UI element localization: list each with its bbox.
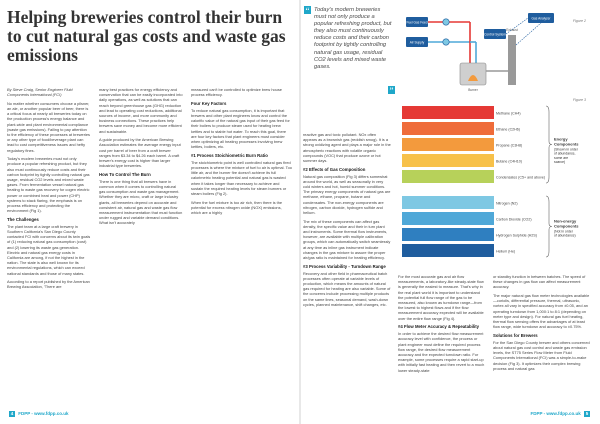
footer-right (530, 411, 592, 417)
figure-3-diagram (398, 98, 590, 268)
paragraph: Today's modern breweries must not only produce a popular refreshing product, but they also must continuously reduce costs and their carbon footprint by tightly controlling natural gas usage, residual CO2 levels and mixed waste gases. From fermentation vessel natural gas heating to waste gas recovery for cogen electric power or combined heat and power (CHP) systems to stack flaring, the emphasis is on process efficiency and protecting the environment (Fig 1). (7, 156, 90, 214)
component-label: Carbon Dioxide (CO2) (496, 217, 532, 222)
component-bar (402, 154, 494, 167)
energy-label: Components (554, 141, 579, 147)
paragraph: According to a report published by the American Brewing Association, 'There are (7, 279, 90, 290)
paragraph: reactive gas and toxic pollutant. NOx often appears as a brownish gas (reddish smog). It is a strong oxidizing agent and plays a major role in the atmospheric reactions with volatile organic compounds (VOC) that produce ozone or hot summer days. (303, 132, 391, 164)
article-column-6 (493, 274, 591, 374)
component-bar (402, 170, 494, 183)
burner-label: Burner (468, 88, 478, 92)
article-column-4 (303, 132, 391, 310)
non-energy-label: Components (554, 223, 579, 229)
page-gutter (299, 0, 301, 424)
paragraph: The plant team at a large craft brewery in Southern California's San Diego County contacted FCI with concerns about its twin goals of (1) reducing natural gas consumption (cost) and (2) lowering its waste gas generation. Electric and natural gas energy costs in California are among, if not the highest in the nation. The state is also well known for its environmental regulations, which can exceed national standards and those of many states. (7, 223, 91, 276)
energy-note: some are (554, 155, 569, 160)
paragraph: Natural gas composition (Fig 3) differs somewhat around the world, as well as seasonally in very cold winters and hot, humid summer conditions. The primary energy components of natural gas are methane, ethane, propane, butane and condensates. The non-energy components are nitrogen, carbon dioxide, hydrogen sulfide and helium. (303, 173, 391, 216)
component-label: Hydrogen Sulphide (H2S) (496, 233, 537, 238)
component-bar (402, 212, 494, 225)
component-bar (402, 244, 494, 257)
article-column-3 (191, 87, 292, 219)
section-heading: #2 Effects of Gas Composition (303, 166, 366, 172)
non-energy-brace (546, 196, 552, 257)
section-heading: Four Key Factors (191, 100, 227, 106)
component-bar (402, 196, 494, 209)
page-number: 5 (585, 411, 589, 416)
exhaust-stack-icon (508, 35, 516, 85)
paragraph: To reduce natural gas consumption, it is important that brewers and other plant engineers know and control the calorific value of the natural gas input of their gas feed for their boilers to produce steam used for heating brew kettles and to stable hot water. To reach this goal, there are four key factors that plant engineers must consider when optimizing all heating processes involving brew kettles, boilers, etc. (191, 107, 290, 150)
section-heading: The Challenges (7, 216, 39, 222)
component-label: Condensates (C5+ and above) (496, 175, 546, 180)
boiler-icon (460, 63, 486, 85)
paragraph: Recovery and other field in pharmaceutical batch processes often operate at variable levels of production, which means the amounts of natural gas required for heating are also variable. Some of the concerns include processing multiple products on the same lines, seasonal demand, wash-down cycles, planned maintenance, shift changes, etc. (303, 270, 391, 307)
section-heading: Solutions for Brewers (493, 332, 538, 338)
page-number: 4 (10, 411, 14, 416)
article-column-2 (99, 87, 183, 229)
paragraph: The mix of these components can affect gas density, the specific value and their in turn plant and instruments. Some thermal flow instruments, however, are available with multiple calibration groups, which can automatically switch seamlessly at any time as inline gas instrument indicate changes in the gas mixture to assure the proper air/gas ratio is maintained for heating efficiency. (303, 218, 391, 261)
paragraph: For the most accurate gas and air flow measurements, a laboratory-like steady-state flow is generally the easiest to measure. That's why in the real plant world it is important to understand the potential full flow range of the gas to be measured, also known as turndown range—from the lowest to highest flows and if the flow measurement accuracy expected will be available over the entire flow range (Fig 4). (398, 274, 484, 321)
article-column-1 (7, 87, 91, 293)
section-heading: How To Control The Burn (99, 171, 151, 177)
gas-analyzer-label: Gas Analyzer (531, 16, 551, 21)
footer-text: FDPP - www.fdpp.co.uk (530, 411, 581, 417)
flow-meter-icon (443, 19, 449, 25)
footer-text: FDPP - www.fdpp.co.uk (18, 411, 69, 417)
flow-meter-icon (443, 39, 449, 45)
open-quote-mark: “ (305, 6, 310, 16)
component-label: Methane (CH4) (496, 111, 521, 116)
paragraph: For the San Diego County brewer and others concerned about natural gas cost control and waste gas emission levels, the ST75 Series Flow Meter from Fluid Components International (FCI) was a simple-to-make decision (Fig 3). It optimizes their complex brewing process and natural gas (493, 339, 590, 371)
section-heading: #3 Process Variability - Turndown Range (303, 263, 386, 269)
section-heading: #4 Flow Meter Accuracy & Repeatability (398, 324, 480, 330)
article-title: Helping breweries control their burn to cut natural gas costs and waste gas emissions (7, 7, 286, 65)
control-system-label: Control System (484, 32, 506, 37)
figure-3-caption: Figure 3 (572, 98, 586, 102)
component-bar (402, 228, 494, 241)
pull-quote-text: Today's modern breweries must not only produce a popular refreshing product, but they also must continuously reduce costs and their carbon footprint by tightly controlling natural gas usage, residual CO2 levels and mixed waste gases. (314, 7, 392, 70)
section-heading: #1 Process Stoichiometric Burn Ratio (191, 152, 268, 158)
figure-2-caption: Figure 2 (572, 19, 586, 23)
component-label: Butane (C4H10) (496, 159, 522, 164)
non-energy-label: Non-energy (554, 218, 577, 224)
energy-label: Energy (554, 136, 568, 142)
paragraph: No matter whether consumers choose a pilsner, an ale, or another popular beer of beer, there is a critical focus at nearly all breweries today on the production process's energy balance and plant-wide and plant environmental compliance (waste gas emissions). Failing to pay attention to the efficiency of these processes at breweries or any other type of food/beverage plant can lead to cost competitiveness issues and hefty regulatory fines. (7, 100, 90, 153)
component-bar (402, 122, 494, 135)
component-label: Ethane (C2H6) (496, 127, 520, 132)
energy-note: of abundance, (554, 151, 576, 156)
article-column-5 (398, 274, 486, 376)
footer-left (7, 411, 69, 417)
paragraph: In order to achieve the desired flow measurement accuracy level with confidence, the process or plant engineer must define the required process flow range, the desired flow measurement accuracy and the expected turndown ratio. For example, some processes require a rapid start-up with initially fast heating and then revert to a much lower steady-state (398, 331, 485, 373)
component-bar (402, 106, 494, 119)
paragraph: When the fuel mixture is too air rich, then there is the potential for excess nitrogen oxide (NOX) emissions, which are a highly (191, 199, 283, 216)
fuel-gas-label: Fuel Gas Feed (406, 20, 428, 25)
component-label: Propane (C3H8) (496, 143, 523, 148)
paragraph: A guide produced by the American Brewing Association estimates the average energy input cost per barrel of beer from a craft brewer ranges from $3.34 to $4.26 each barrel. A craft brewer's energy cost is higher than larger industrial type breweries. (99, 137, 181, 169)
exhaust-label: Exhaust (506, 28, 518, 32)
figure-2-svg (398, 5, 590, 95)
energy-brace (546, 106, 552, 183)
non-energy-note: of abundance) (554, 233, 576, 238)
paragraph: The major natural gas flow meter technologies available—coriolis, differential pressure, thermal, ultrasonic, vortex all vary in specified accuracy from ±0.05, and an operating turndown from 1,000:1 to 8:1 (depending on meter type and design). For natural gas fuel heating, thermal flow sensing offers the advantages of at least flow range, wide turndown and accuracy to ±0.75%. (493, 293, 590, 330)
paragraph: There is one thing that all brewers have in common when it comes to controlling natural gas consumption and waste gas management. Whether they are micro, craft or large industry giants, all breweries depend on accurate and consistent air, natural gas and waste gas flow measurement instrumentation that must function under rugged and variable demand conditions. What isn't accurately (99, 178, 183, 226)
figure-3-svg (398, 98, 590, 268)
energy-note: (Shown in order (554, 147, 578, 152)
paragraph: or standby function in between batches. The speed of these changes in gas flow can affect measurement accuracy. (493, 274, 586, 290)
component-bar (402, 138, 494, 151)
close-quote-mark: ” (389, 86, 394, 96)
component-label: Helium (He) (496, 249, 516, 254)
paragraph: measured can't be controlled to optimize brew house process efficiency. (191, 87, 282, 98)
air-supply-label: Air Supply (409, 40, 425, 45)
non-energy-note: (Not in order (554, 229, 573, 234)
energy-note: scarce) (554, 160, 566, 165)
figure-2-diagram (398, 5, 590, 95)
component-label: Nitrogen (N2) (496, 201, 518, 206)
paragraph: many best practices for energy efficiency and conservation that can be easily incorporated into daily operations, as well as solutions that can reach beyond greenhouse gas (GHG) reduction and lead to operating cost reductions, additional sources of income, and more community and business connections. These practices help brewers save money and become more efficient and sustainable. (99, 87, 183, 134)
paragraph: The stoichiometric point is well controlled natural gas fired processes is where the mixture of fuel to air is optimal. Too little air, and the burner fire doesn't achieve its full calorimetric heating potential and natural gas is wasted when it takes longer than necessary to achieve and sustain the required heating levels for steam burners or steam boilers (Fig 2). (191, 159, 292, 197)
byline: By Steve Craig, Senior Engineer Fluid Components International (FCI) (7, 87, 73, 98)
